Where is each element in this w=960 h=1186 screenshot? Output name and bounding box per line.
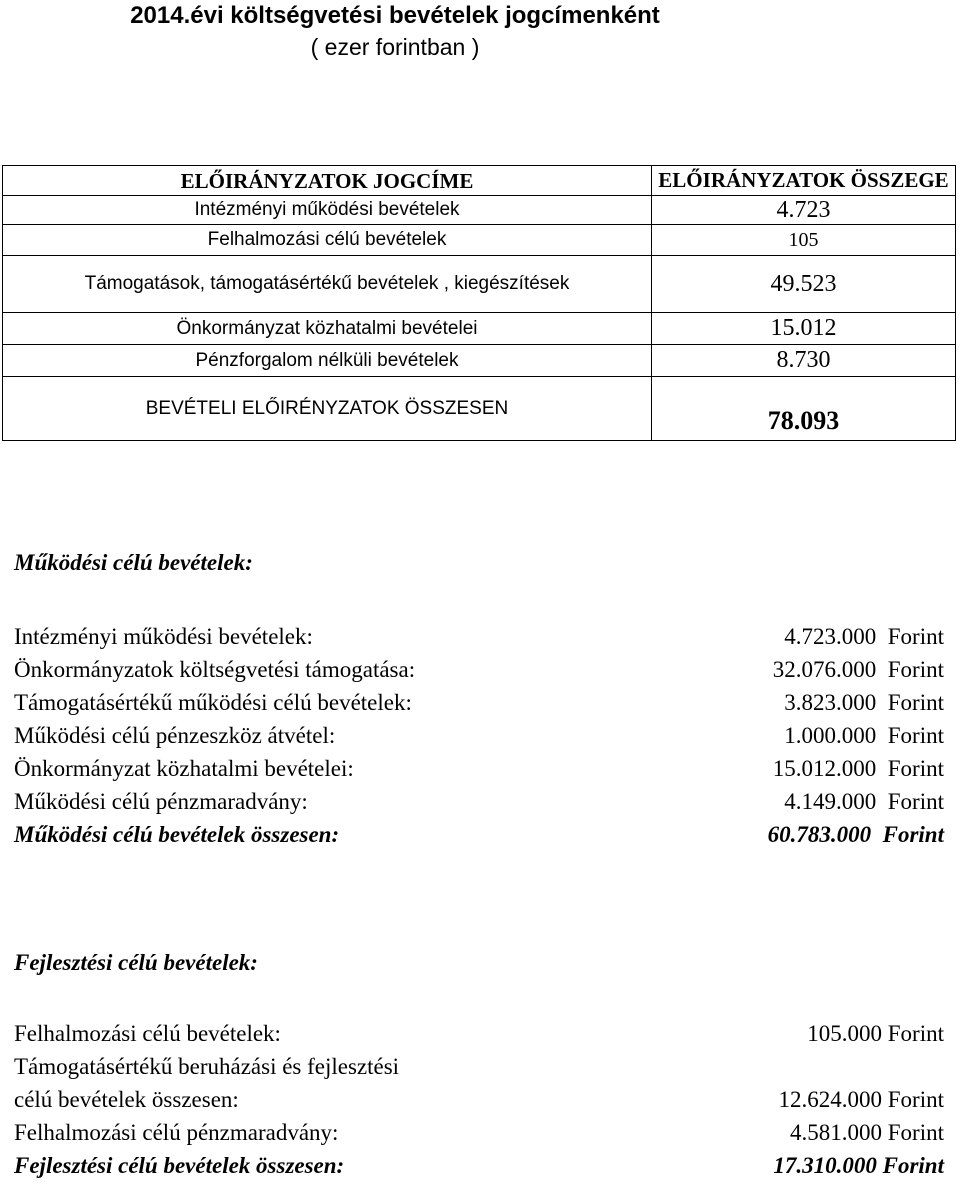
table-header-row	[3, 166, 956, 196]
total-label: Fejlesztési célú bevételek összesen:	[14, 1153, 345, 1178]
table-row	[3, 313, 956, 345]
total-label: BEVÉTELI ELŐIRÉNYZATOK ÖSSZESEN	[3, 377, 652, 441]
item-label-line1: Támogatásértékű beruházási és fejlesztési	[14, 1054, 400, 1079]
item-label-line2: célú bevételek összesen:	[14, 1087, 239, 1112]
row-value: 49.523	[652, 256, 956, 313]
item-label	[14, 1050, 399, 1116]
list-item	[14, 1116, 944, 1149]
total-label: Működési célú bevételek összesen:	[14, 822, 340, 847]
item-amount: 105.000 Forint	[807, 1021, 944, 1046]
list-item	[14, 686, 944, 719]
item-label: Működési célú pénzmaradvány:	[14, 789, 308, 814]
operating-total	[14, 818, 944, 851]
row-label: Pénzforgalom nélküli bevételek	[3, 345, 652, 377]
row-value: 4.723	[652, 196, 956, 225]
row-value: 105	[652, 225, 956, 256]
row-value: 8.730	[652, 345, 956, 377]
total-value: 78.093	[652, 377, 956, 441]
item-label: Önkormányzatok költségvetési támogatása:	[14, 657, 416, 682]
item-label: Felhalmozási célú bevételek:	[14, 1021, 281, 1046]
item-amount: 12.624.000 Forint	[778, 1087, 944, 1112]
item-amount: 4.149.000 Forint	[784, 789, 944, 814]
table-total-row	[3, 377, 956, 441]
list-item	[14, 620, 944, 653]
page-title: 2014.évi költségvetési bevételek jogcímenként	[130, 2, 660, 29]
list-item	[14, 752, 944, 785]
item-amount: 15.012.000 Forint	[772, 756, 944, 781]
list-item	[14, 1050, 944, 1116]
item-amount: 1.000.000 Forint	[784, 723, 944, 748]
header-col-amount: ELŐIRÁNYZATOK ÖSSZEGE	[652, 166, 956, 196]
item-amount: 4.581.000 Forint	[790, 1120, 944, 1145]
item-label: Működési célú pénzeszköz átvétel:	[14, 723, 336, 748]
item-amount: 32.076.000 Forint	[772, 657, 944, 682]
row-label: Intézményi működési bevételek	[3, 196, 652, 225]
table-row	[3, 196, 956, 225]
development-total	[14, 1149, 944, 1182]
item-label: Támogatásértékű működési célú bevételek:	[14, 690, 412, 715]
item-amount: 3.823.000 Forint	[784, 690, 944, 715]
header-col-title: ELŐIRÁNYZATOK JOGCÍME	[3, 166, 652, 196]
operating-section-title: Működési célú bevételek:	[14, 550, 253, 575]
row-label: Támogatások, támogatásértékű bevételek , kiegészítések	[3, 256, 652, 313]
list-item	[14, 719, 944, 752]
table-row	[3, 345, 956, 377]
list-item	[14, 785, 944, 818]
operating-list	[14, 620, 944, 851]
item-label: Önkormányzat közhatalmi bevételei:	[14, 756, 354, 781]
item-label: Intézményi működési bevételek:	[14, 624, 313, 649]
list-item	[14, 653, 944, 686]
row-label: Önkormányzat közhatalmi bevételei	[3, 313, 652, 345]
table-row	[3, 225, 956, 256]
table-row	[3, 256, 956, 313]
row-value: 15.012	[652, 313, 956, 345]
item-label: Felhalmozási célú pénzmaradvány:	[14, 1120, 339, 1145]
summary-table	[2, 165, 956, 441]
item-amount: 4.723.000 Forint	[784, 624, 944, 649]
page-subtitle: ( ezer forintban )	[310, 34, 480, 60]
total-amount: 60.783.000 Forint	[767, 822, 944, 847]
list-item	[14, 1017, 944, 1050]
development-section-title: Fejlesztési célú bevételek:	[14, 950, 258, 975]
row-label: Felhalmozási célú bevételek	[3, 225, 652, 256]
development-list	[14, 1017, 944, 1182]
total-amount: 17.310.000 Forint	[773, 1153, 944, 1178]
